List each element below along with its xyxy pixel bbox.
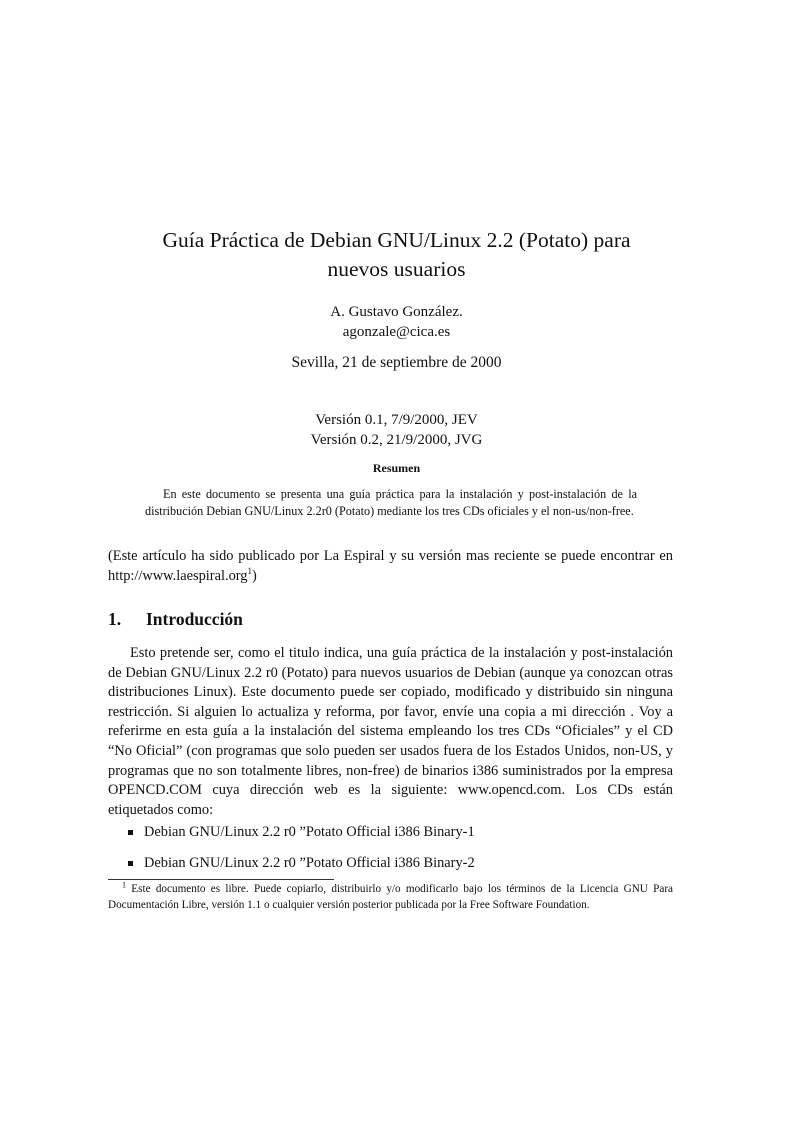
section-title: Introducción <box>146 609 243 629</box>
abstract-text: En este documento se presenta una guía práctica para la instalación y post-instalación de la distribución Debian GNU/Linux 2.2r0 (Potato) mediante los tres CDs oficiales y el non-us/non-free. <box>145 487 637 518</box>
footnote-text: Este documento es libre. Puede copiarlo, distribuirlo y/o modificarlo bajo los términos de la Licencia GNU Para Documentación Libre, versión 1.1 o cualquier versión posterior publicada por la Free Software Foundation. <box>108 883 674 911</box>
cd-list <box>128 823 475 885</box>
author-email: agonzale@cica.es <box>342 324 451 340</box>
list-item-text: Debian GNU/Linux 2.2 r0 ”Potato Official i386 Binary-2 <box>144 855 475 871</box>
author-name: A. Gustavo González. <box>330 304 463 320</box>
section-paragraph: Esto pretende ser, como el titulo indica, una guía práctica de la instalación y post-instalación de Debian GNU/Linux 2.2 r0 (Potato) para nuevos usuarios de Debian (aunque ya conozcan otras distribuciones Linux). Este documento puede ser copiado, modificado y distribuido sin ninguna restricción. Si alguien lo actualiza y reforma, por favor, envíe una copia a mi dirección . Voy a referirme en esta guía a la instalación del sistema empleando los tres CDs “Oficiales” y el CD “No Oficial” (con programas que solo pueden ser usados fuera de los Estados Unidos, non-US, y programas que no son totalmente libres, non-free) de binarios i386 suministrados por la empresa OPENCD.COM cuya dirección web es la siguiente: www.opencd.com. Los CDs están etiquetados como: <box>108 645 673 818</box>
title-line-2: nuevos usuarios <box>327 257 466 281</box>
publication-note-close: ) <box>252 568 257 584</box>
footnote-reference[interactable]: 1 <box>247 566 252 577</box>
list-item <box>128 823 475 842</box>
footnote <box>108 882 673 913</box>
footnote-divider <box>108 879 334 880</box>
version-entry: Versión 0.2, 21/9/2000, JVG <box>310 432 483 448</box>
version-entry: Versión 0.1, 7/9/2000, JEV <box>315 412 478 428</box>
square-bullet-icon <box>128 830 133 835</box>
document-title <box>100 226 693 284</box>
publication-note <box>108 546 673 586</box>
list-item-text: Debian GNU/Linux 2.2 r0 ”Potato Official i386 Binary-1 <box>144 824 475 840</box>
author-block <box>100 302 693 342</box>
version-history <box>100 410 693 450</box>
list-item <box>128 854 475 873</box>
section-heading <box>108 609 243 630</box>
section-number: 1. <box>108 609 122 629</box>
square-bullet-icon <box>128 861 133 866</box>
abstract-heading: Resumen <box>372 461 421 475</box>
document-date: Sevilla, 21 de septiembre de 2000 <box>291 354 502 371</box>
footnote-mark: 1 <box>122 880 126 890</box>
publication-note-text: (Este artículo ha sido publicado por La Espiral y su versión mas reciente se puede encontrar en http://www.laespiral.org <box>108 548 673 584</box>
title-line-1: Guía Práctica de Debian GNU/Linux 2.2 (Potato) para <box>162 228 631 252</box>
